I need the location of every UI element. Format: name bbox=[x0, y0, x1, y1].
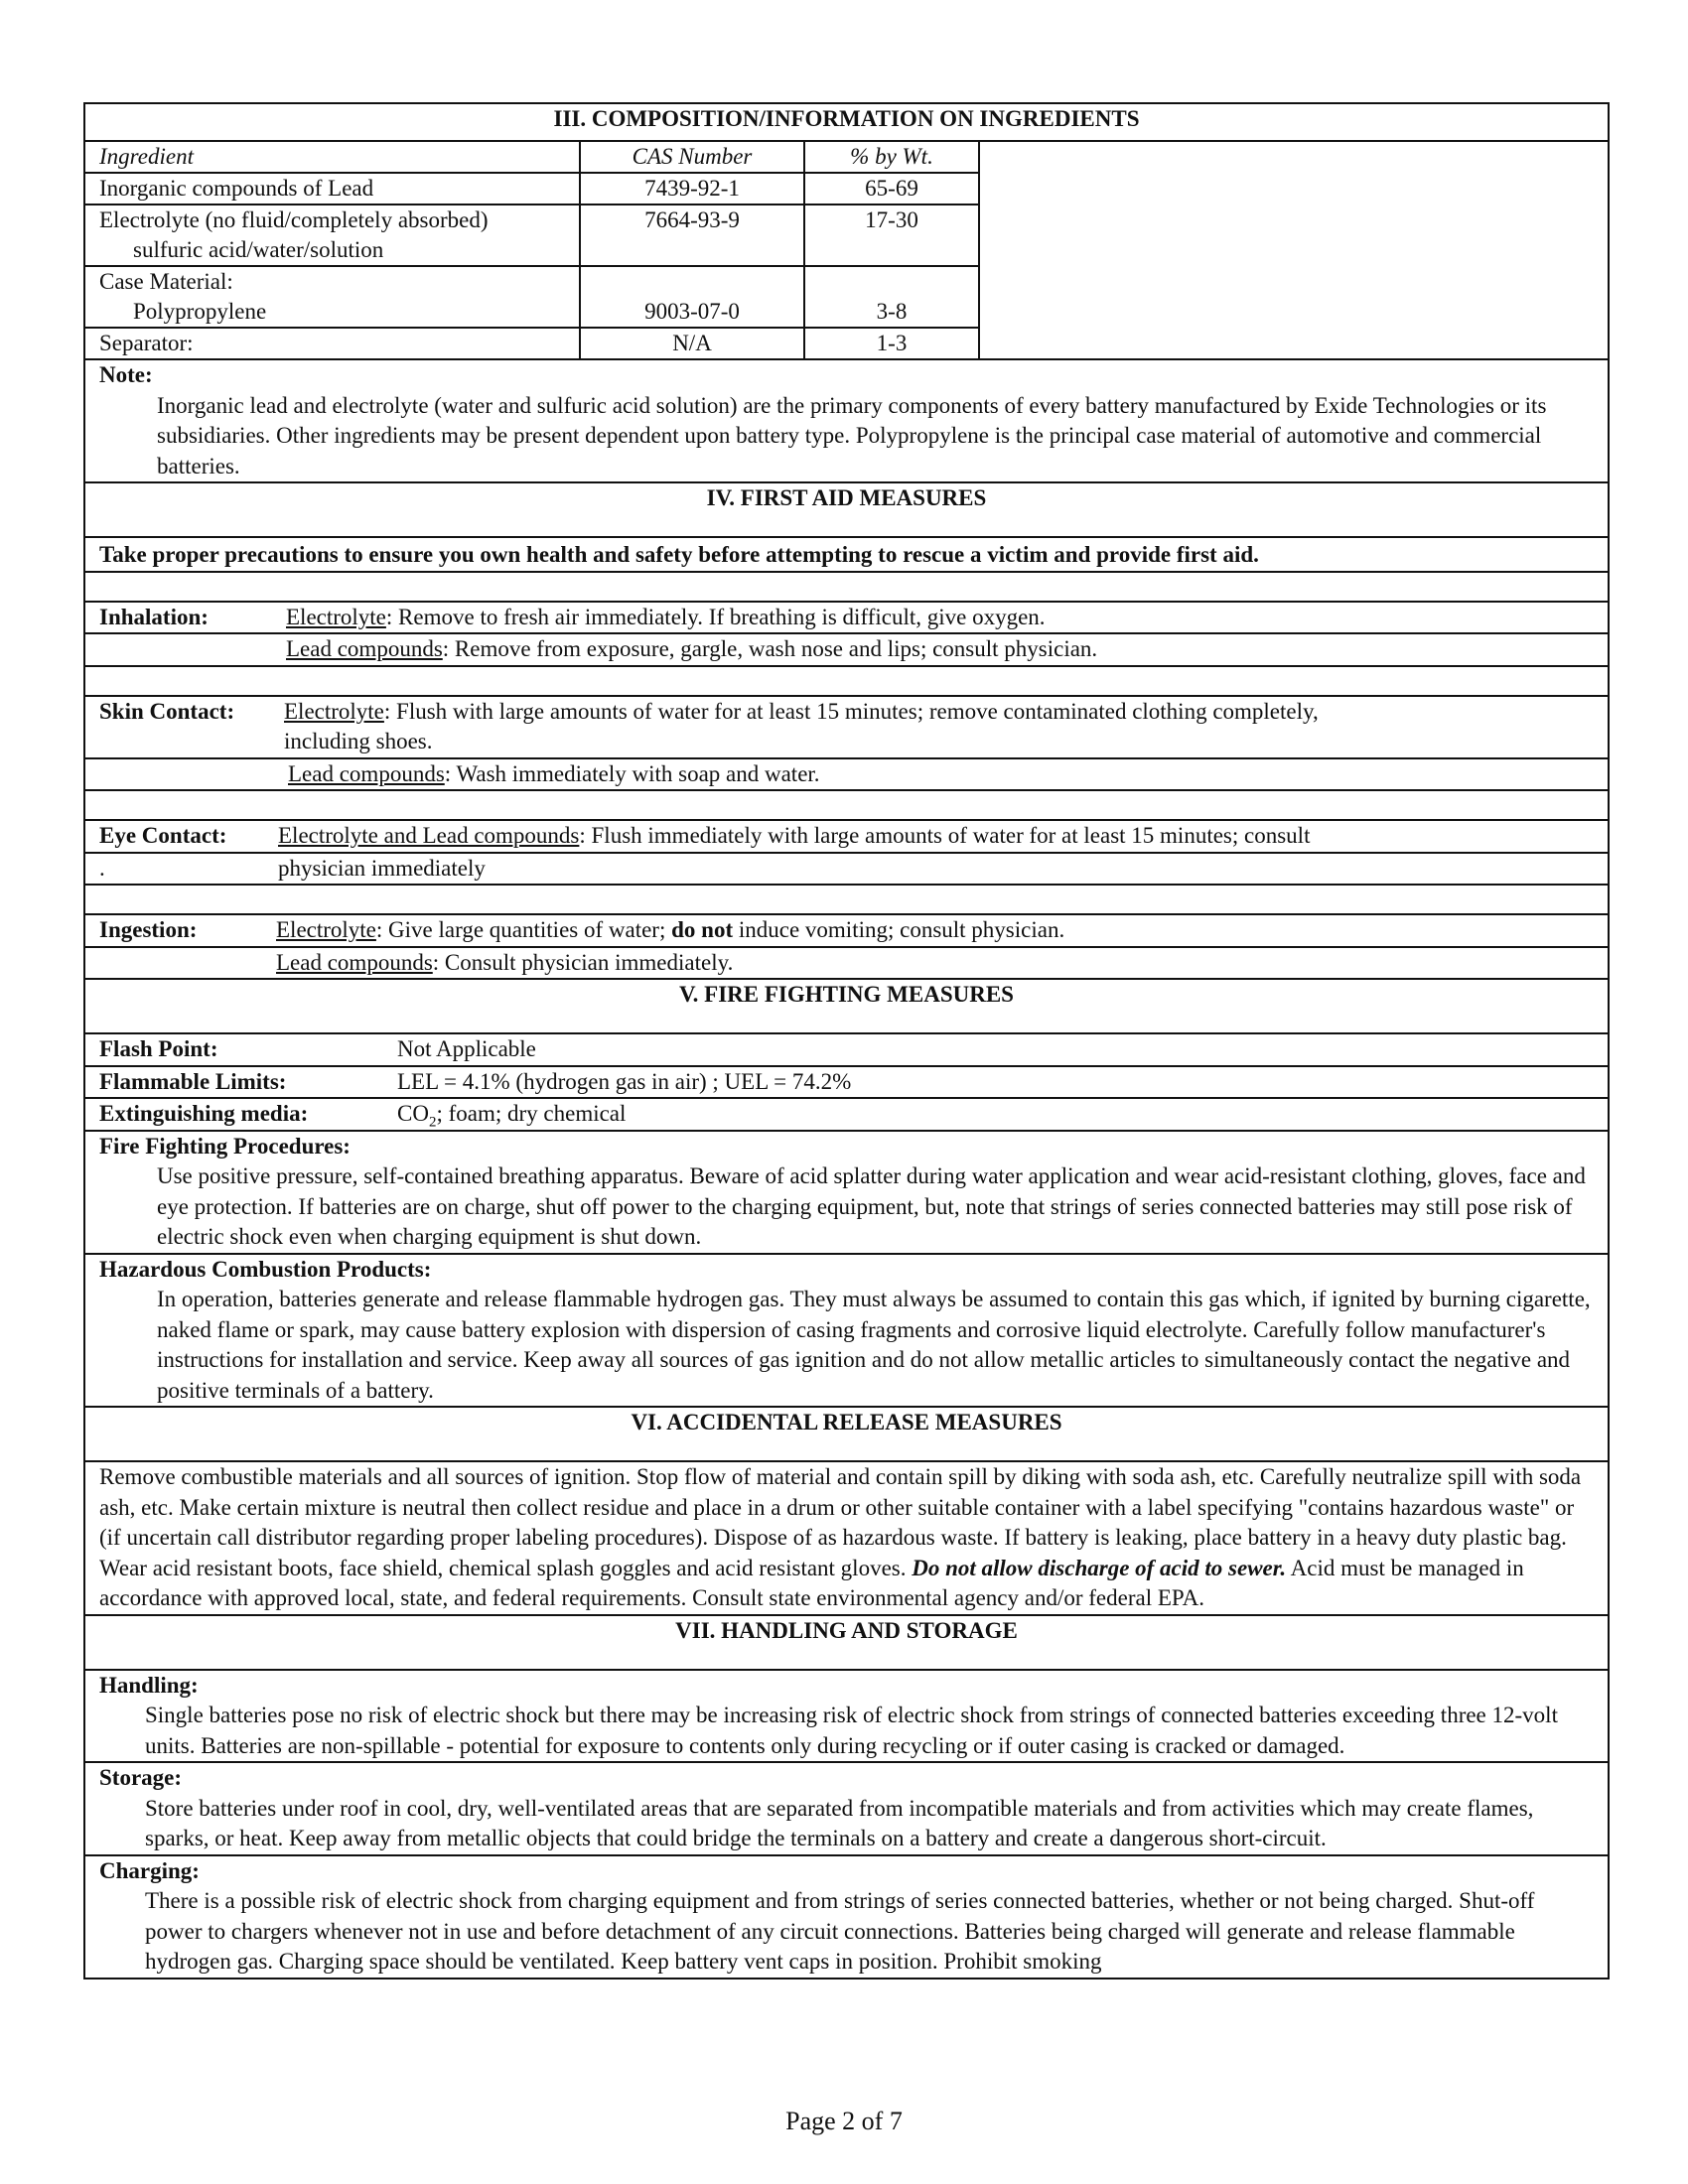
inhalation-label: Inhalation: bbox=[99, 604, 209, 629]
electrolyte-label: Electrolyte bbox=[276, 917, 376, 942]
ingredients-table bbox=[85, 142, 1608, 358]
ingredients-cell bbox=[84, 141, 1609, 359]
ingestion-row bbox=[84, 914, 1609, 947]
fire-procedures-block bbox=[84, 1131, 1609, 1254]
electrolyte-label: Electrolyte bbox=[286, 604, 386, 629]
inhalation-electrolyte-text: : Remove to fresh air immediately. If breathing is difficult, give oxygen. bbox=[385, 604, 1046, 629]
ingredient-name: Case Material: bbox=[99, 269, 233, 294]
eye-contact-cont-row bbox=[84, 853, 1609, 886]
msds-document bbox=[83, 102, 1610, 1979]
ingestion-text-a: : Give large quantities of water; bbox=[375, 917, 672, 942]
inhalation-lead-text: : Remove from exposure, gargle, wash nose and lips; consult physician. bbox=[442, 636, 1098, 661]
inhalation-lead-row bbox=[84, 633, 1609, 666]
ingestion-lead-row bbox=[84, 947, 1609, 980]
hazardous-combustion-block bbox=[84, 1254, 1609, 1408]
hazardous-combustion-label: Hazardous Combustion Products: bbox=[99, 1256, 432, 1282]
ingestion-label: Ingestion: bbox=[99, 917, 198, 942]
charging-label: Charging: bbox=[99, 1857, 200, 1883]
ingestion-lead-text: : Consult physician immediately. bbox=[432, 949, 734, 975]
flash-point-label: Flash Point: bbox=[99, 1036, 218, 1061]
eye-text-cont: physician immediately bbox=[278, 855, 486, 881]
eye-contact-label: Eye Contact: bbox=[99, 823, 227, 848]
header-cas: CAS Number bbox=[580, 142, 804, 173]
electrolyte-label: Electrolyte bbox=[284, 698, 384, 724]
first-aid-warning: Take proper precautions to ensure you own health and safety before attempting to rescue a victim and provide first aid. bbox=[84, 537, 1609, 572]
ingredient-cell bbox=[85, 266, 580, 328]
blank-area bbox=[979, 142, 1608, 358]
eye-text: : Flush immediately with large amounts of water for at least 15 minutes; consult bbox=[579, 823, 1311, 848]
section-5-title: V. FIRE FIGHTING MEASURES bbox=[84, 979, 1609, 1033]
handling-block bbox=[84, 1670, 1609, 1763]
handling-text: Single batteries pose no risk of electric shock but there may be increasing risk of electric shock from strings of connected batteries exceeding three 12-volt units. Batteries are non-spillable - potential for exposure to contents only during recycling or if outer casing is cracked or damaged. bbox=[145, 1703, 1558, 1758]
storage-label: Storage: bbox=[99, 1765, 183, 1790]
skin-lead-row bbox=[84, 758, 1609, 791]
accidental-release-text bbox=[84, 1461, 1609, 1615]
cas-cell: N/A bbox=[580, 328, 804, 358]
extinguishing-media-row bbox=[84, 1098, 1609, 1131]
pct-cell: 17-30 bbox=[804, 205, 979, 266]
flammable-limits-label: Flammable Limits: bbox=[99, 1068, 287, 1094]
pct-cell: 3-8 bbox=[804, 266, 979, 328]
skin-lead-text: : Wash immediately with soap and water. bbox=[444, 760, 820, 786]
ingredient-cell: Inorganic compounds of Lead bbox=[85, 173, 580, 205]
eye-contact-row bbox=[84, 820, 1609, 853]
flammable-limits-value: LEL = 4.1% (hydrogen gas in air) ; UEL = 74.2% bbox=[397, 1068, 852, 1094]
co-text: CO bbox=[397, 1101, 429, 1126]
charging-block bbox=[84, 1855, 1609, 1979]
page-number: Page 2 of 7 bbox=[785, 2107, 903, 2135]
ingestion-text-b: induce vomiting; consult physician. bbox=[733, 917, 1065, 942]
skin-electrolyte-text: : Flush with large amounts of water for at least 15 minutes; remove contaminated clothing completely, bbox=[383, 698, 1319, 724]
storage-text: Store batteries under roof in cool, dry, well-ventilated areas that are separated from incompatible materials and from activities which may create flames, sparks, or heat. Keep away from metallic objects that could bridge the terminals on a battery and create a dangerous short-circuit. bbox=[145, 1795, 1534, 1850]
release-text-a: Remove combustible materials and all sources of ignition. Stop flow of material and contain spill by diking with soda ash, etc. Carefully neutralize spill with soda ash, etc. Make certain mixture is neutral then collect residue and place in a drum or other suitable container with a label specifying "contains hazardous waste" or (if uncertain call distributor regarding proper labeling procedures). Dispose of as hazardous waste. If battery is leaking, place battery in a heavy duty plastic bag. Wear acid resistant boots, face shield, chemical splash goggles and acid resistant gloves. bbox=[99, 1464, 1582, 1580]
ingredient-name: Electrolyte (no fluid/completely absorbed) bbox=[99, 207, 489, 232]
note-label: Note: bbox=[99, 362, 153, 387]
extinguishing-media-value: ; foam; dry chemical bbox=[436, 1101, 627, 1126]
skin-contact-label: Skin Contact: bbox=[99, 698, 235, 724]
charging-text: There is a possible risk of electric shock from charging equipment and from strings of series connected batteries, whether or not being charged. Shut-off power to chargers whenever not in use and before detachment of any circuit connections. Batteries being charged will generate and release flammable hydrogen gas. Charging space should be ventilated. Keep battery vent caps in position. Prohibit smoking bbox=[145, 1888, 1535, 1974]
co2-subscript: 2 bbox=[428, 1114, 437, 1131]
ingredient-sub: Polypropylene bbox=[133, 299, 267, 324]
section-6-title: VI. ACCIDENTAL RELEASE MEASURES bbox=[84, 1407, 1609, 1461]
note-block bbox=[84, 359, 1609, 482]
flammable-limits-row bbox=[84, 1066, 1609, 1099]
spacer-row bbox=[84, 885, 1609, 914]
spacer-row bbox=[84, 790, 1609, 820]
note-text: Inorganic lead and electrolyte (water and sulfuric acid solution) are the primary components of every battery manufactured by Exide Technologies or its subsidiaries. Other ingredients may be present dependent upon battery type. Polypropylene is the principal case material of automotive and commercial batteries. bbox=[157, 392, 1547, 478]
storage-block bbox=[84, 1762, 1609, 1855]
ingredient-cell: Separator: bbox=[85, 328, 580, 358]
release-text-b: Acid must be managed in accordance with approved local, state, and federal requirements. Consult state environmental agency and/or federal EPA. bbox=[99, 1555, 1524, 1610]
section-7-title: VII. HANDLING AND STORAGE bbox=[84, 1615, 1609, 1670]
electrolyte-lead-label: Electrolyte and Lead compounds bbox=[278, 823, 580, 848]
fire-procedures-label: Fire Fighting Procedures: bbox=[99, 1133, 351, 1159]
ingredient-cell bbox=[85, 205, 580, 266]
pct-cell: 65-69 bbox=[804, 173, 979, 205]
inhalation-row bbox=[84, 602, 1609, 634]
lead-compounds-label: Lead compounds bbox=[276, 949, 433, 975]
flash-point-value: Not Applicable bbox=[397, 1036, 536, 1061]
ingredient-sub: sulfuric acid/water/solution bbox=[133, 237, 384, 262]
flash-point-row bbox=[84, 1033, 1609, 1066]
fire-procedures-text: Use positive pressure, self-contained breathing apparatus. Beware of acid splatter during water application and wear acid-resistant clothing, gloves, face and eye protection. If batteries are on charge, shut off power to the charging equipment, but, note that strings of series connected batteries may still pose risk of electric shock even when charging equipment is shut down. bbox=[157, 1163, 1586, 1249]
pct-cell: 1-3 bbox=[804, 328, 979, 358]
cas-cell: 9003-07-0 bbox=[580, 266, 804, 328]
release-bold-text: Do not allow discharge of acid to sewer. bbox=[912, 1555, 1287, 1580]
spacer-row bbox=[84, 666, 1609, 696]
cas-cell: 7439-92-1 bbox=[580, 173, 804, 205]
lead-compounds-label: Lead compounds bbox=[288, 760, 445, 786]
spacer-row bbox=[84, 572, 1609, 602]
hazardous-combustion-text: In operation, batteries generate and release flammable hydrogen gas. They must always be assumed to contain this gas which, if ignited by burning cigarette, naked flame or spark, may cause battery explosion with dispersion of casing fragments and corrosive liquid electrolyte. Carefully follow manufacturer's instructions for installation and service. Keep away all sources of gas ignition and do not allow metallic articles to simultaneously contact the negative and positive terminals of a battery. bbox=[157, 1287, 1591, 1403]
section-4-title: IV. FIRST AID MEASURES bbox=[84, 482, 1609, 537]
cas-cell: 7664-93-9 bbox=[580, 205, 804, 266]
lead-compounds-label: Lead compounds bbox=[286, 636, 443, 661]
extinguishing-media-label: Extinguishing media: bbox=[99, 1101, 309, 1126]
do-not-text: do not bbox=[671, 917, 734, 942]
header-ingredient: Ingredient bbox=[85, 142, 580, 173]
handling-label: Handling: bbox=[99, 1672, 199, 1698]
section-3-title: III. COMPOSITION/INFORMATION ON INGREDIENTS bbox=[84, 103, 1609, 141]
header-pct: % by Wt. bbox=[804, 142, 979, 173]
skin-electrolyte-text-cont: including shoes. bbox=[284, 729, 433, 753]
eye-dot: . bbox=[99, 855, 105, 881]
skin-contact-row bbox=[84, 696, 1609, 758]
